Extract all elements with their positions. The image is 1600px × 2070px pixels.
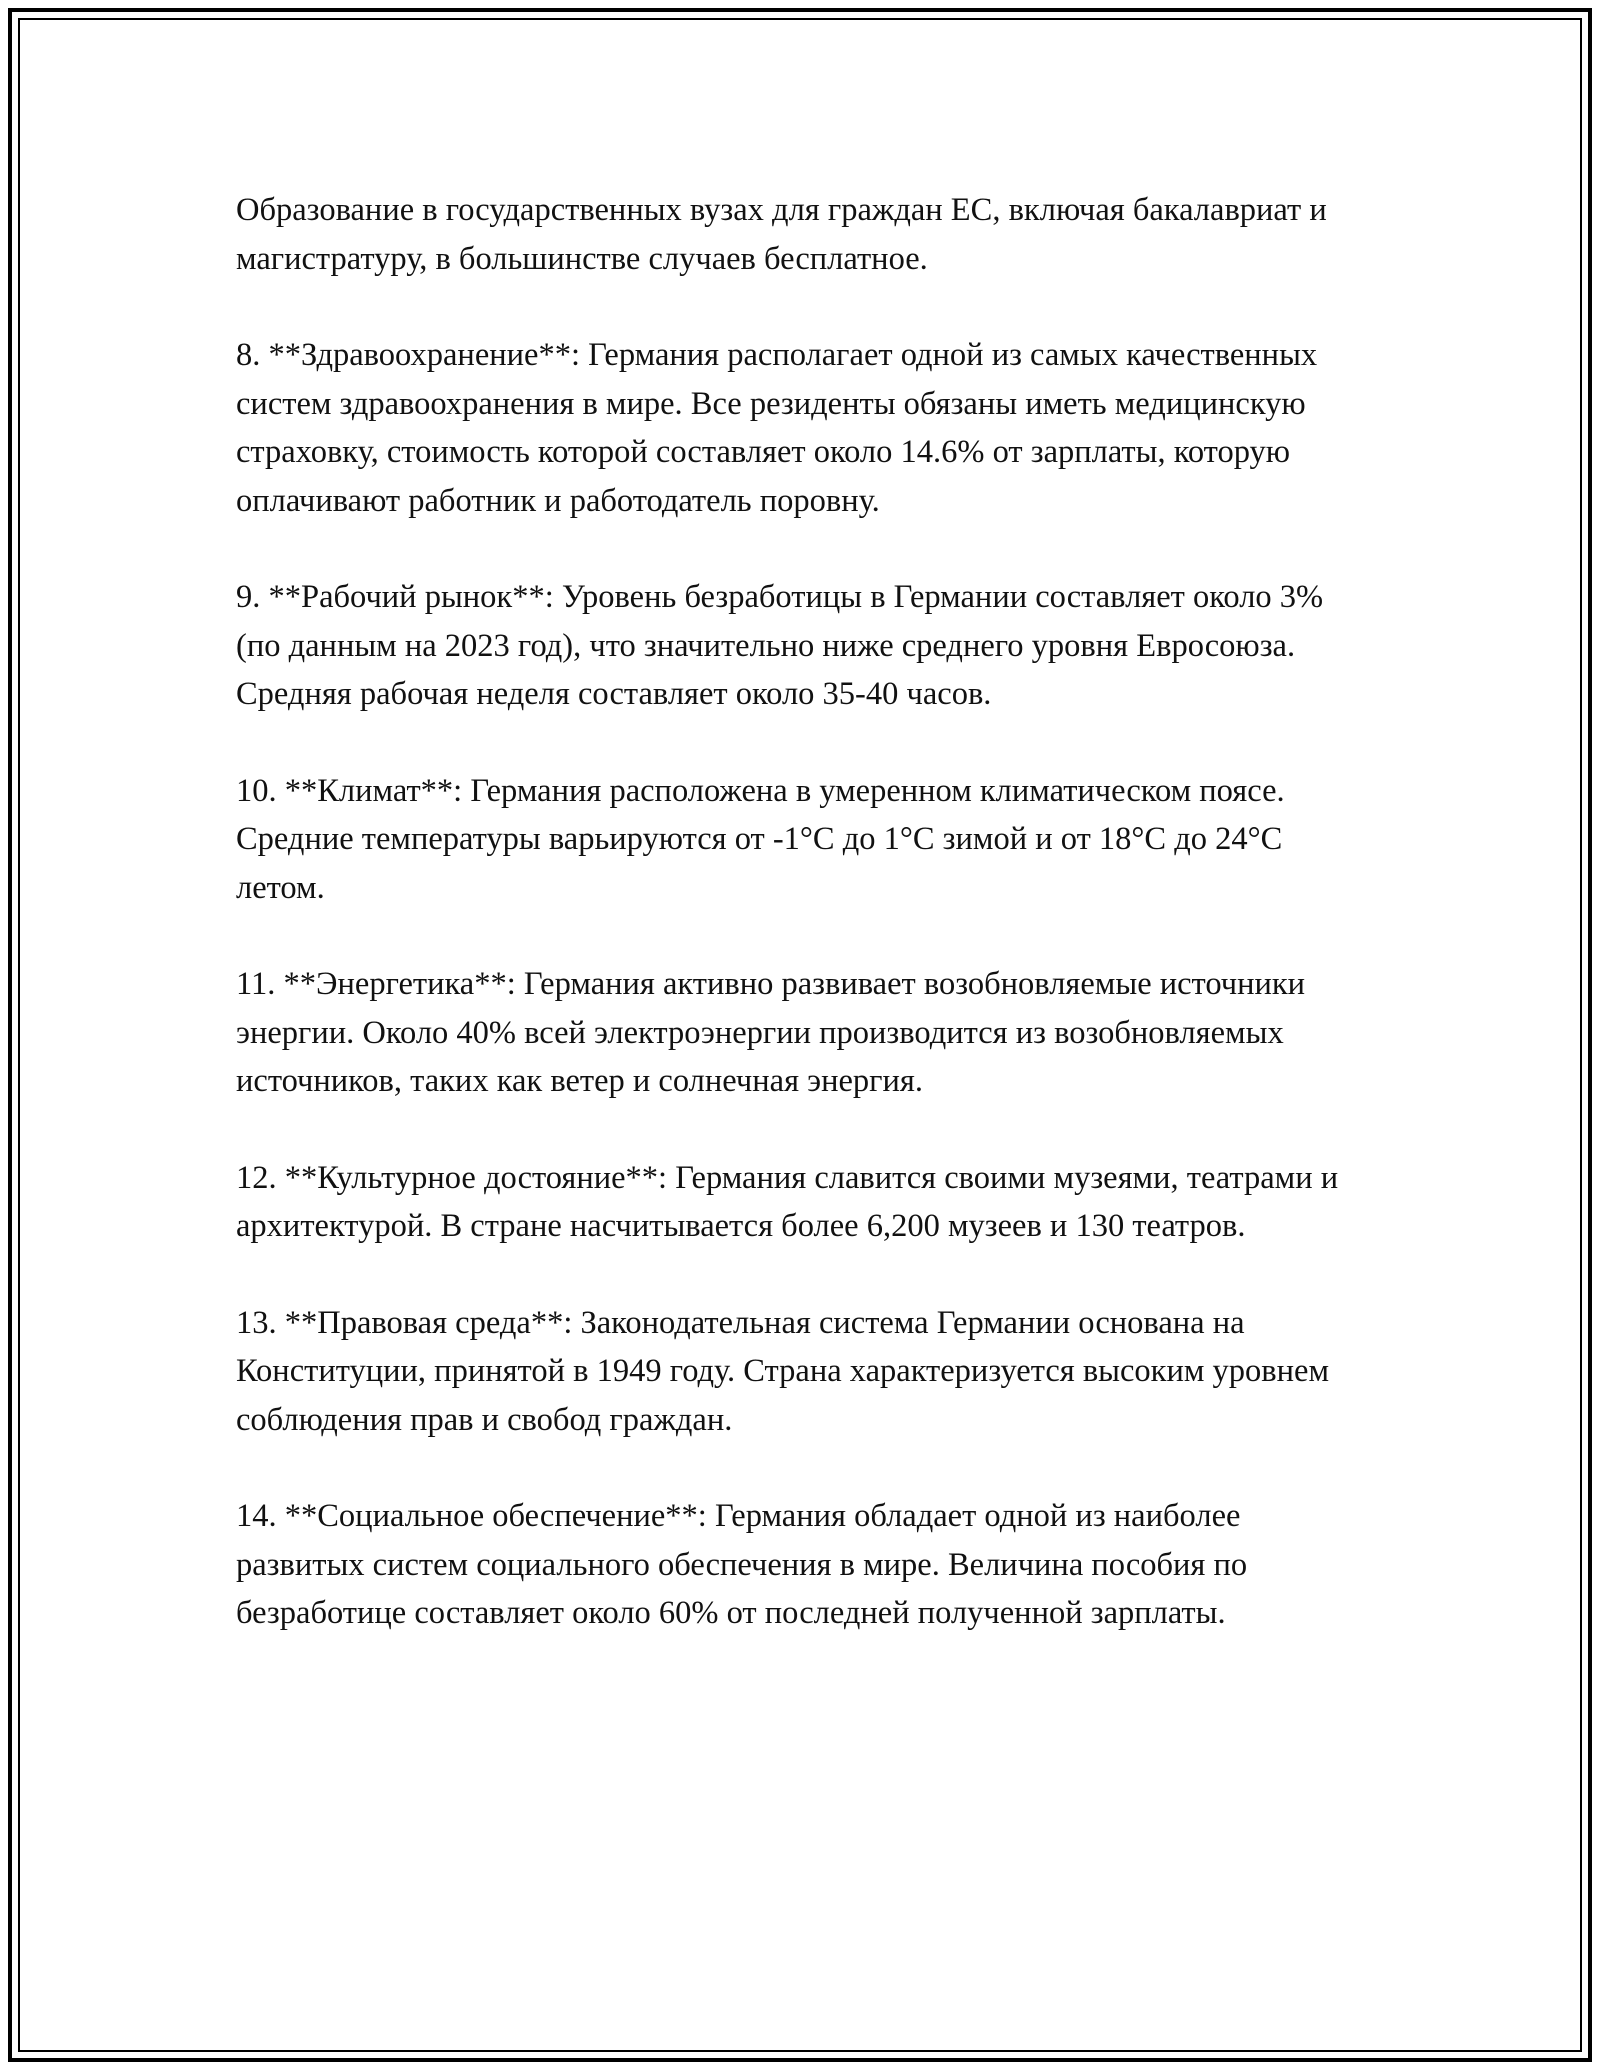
paragraph-climate: 10. **Климат**: Германия расположена в умеренном климатическом поясе. Средние температуры варьируются от -1°C до 1°C зимой и от 18°C до 24°C летом. [236, 772, 1285, 906]
paragraph-education-continued: Образование в государственных вузах для граждан ЕС, включая бакалавриат и магистратуру, в большинстве случаев бесплатное. [236, 192, 1327, 277]
paragraph-energy: 11. **Энергетика**: Германия активно развивает возобновляемые источники энергии. Около 40% всей электроэнергии производится из возобновляемых источников, таких как ветер и солнечная энергия. [236, 966, 1306, 1099]
paragraph-legal-environment: 13. **Правовая среда**: Законодательная система Германии основана на Конституции, принятой в 1949 году. Страна характеризуется высоким уровнем соблюдения прав и свобод граждан. [236, 1304, 1330, 1438]
paragraph-labor-market: 9. **Рабочий рынок**: Уровень безработицы в Германии составляет около 3% (по данным на 2023 год), что значительно ниже среднего уровня Евросоюза. Средняя рабочая неделя составляет около 35-40 часов. [236, 579, 1324, 712]
document-body [236, 186, 1366, 1686]
paragraph-cultural-heritage: 12. **Культурное достояние**: Германия славится своими музеями, театрами и архитектурой. В стране насчитывается более 6,200 музеев и 130 театров. [236, 1159, 1339, 1244]
paragraph-healthcare: 8. **Здравоохранение**: Германия располагает одной из самых качественных систем здравоохранения в мире. Все резиденты обязаны иметь медицинскую страховку, стоимость которой составляет около 14.6% от зарплаты, которую оплачивают работник и работодатель поровну. [236, 337, 1318, 519]
paragraph-social-security: 14. **Социальное обеспечение**: Германия обладает одной из наиболее развитых систем социального обеспечения в мире. Величина пособия по безработице составляет около 60% от последней полученной зарплаты. [236, 1498, 1248, 1631]
